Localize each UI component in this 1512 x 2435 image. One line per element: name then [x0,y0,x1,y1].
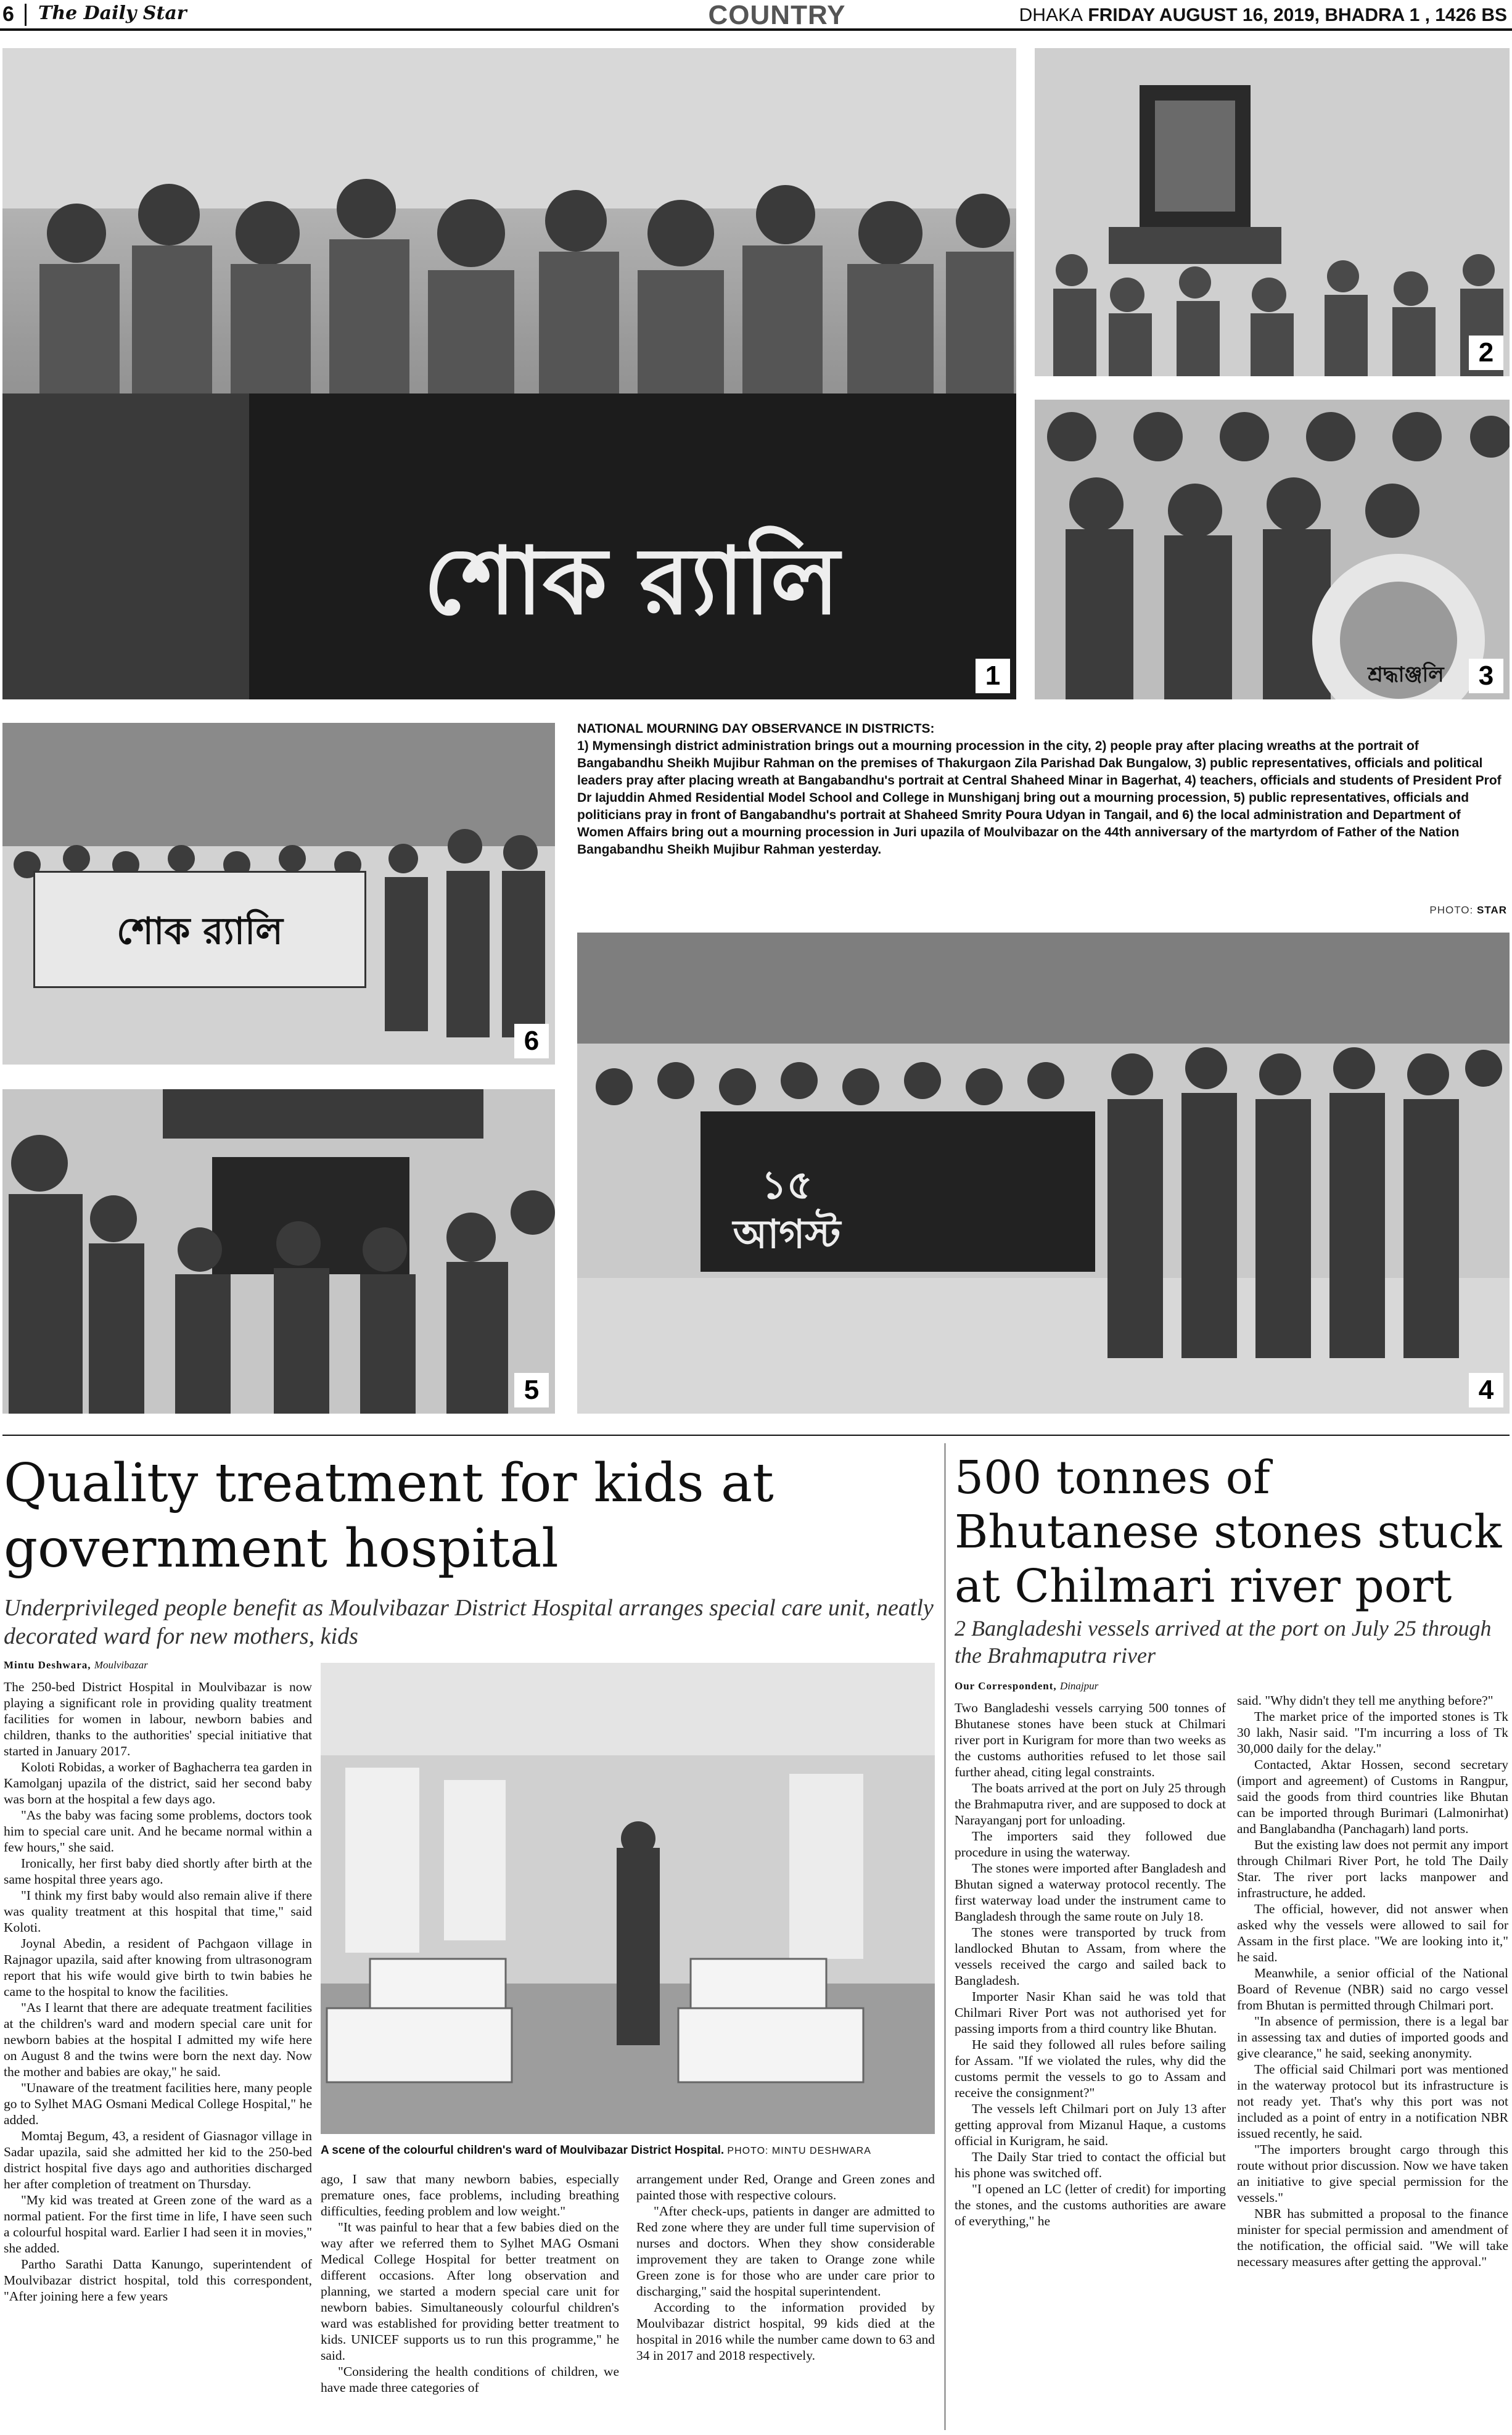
story-1-column-1 [4,1679,312,2304]
story-2-paragraph: The official said Chilmari port was mentioned in the waterway protocol but its infrastructure is not ready yet. That's why this port was not included as a point of entry in a notification NBR issued recently, he said. [1237,2062,1508,2141]
photo-6-banner-text: শোক র‍্যালি [117,910,283,953]
story-1-column-2 [321,2171,619,2396]
page-number: 6 [2,2,14,26]
story-1-paragraph: ago, I saw that many newborn babies, especially premature ones, face problems, including breathing difficulties, feeding problem and low weight." [321,2172,619,2219]
photo-credit [1429,904,1507,917]
story-2-paragraph: NBR has submitted a proposal to the finance minister for special permission and amendment of the notification, the official said. "We will take necessary measures after getting the approval." [1237,2206,1508,2269]
photo-5-scene [2,1089,555,1414]
story-2-paragraph: The importers said they followed due procedure in using the waterway. [955,1829,1226,1860]
story-2-paragraph: The vessels left Chilmari port on July 13 after getting approval from Mizanul Haque, a customs official in Kurigram, he said. [955,2101,1226,2148]
photo-4-banner-text: ১৫ আগস্ট [733,1163,841,1258]
hospital-photo-caption-text: A scene of the colourful children's ward of Moulvibazar District Hospital. [321,2144,725,2157]
story-1-paragraph: "My kid was treated at Green zone of the ward as a normal patient. For the first time in life, I have seen such a colourful hospital ward. Earlier I had seen it in movies," she added. [4,2193,312,2256]
story-2-paragraph: The stones were transported by truck from landlocked Bhutan to Assam, from where the vessels received the cargo and sailed back to Bangladesh. [955,1925,1226,1988]
story-2-column-1 [955,1700,1226,2229]
story-1-headline: Quality treatment for kids at government hospital [4,1452,774,1580]
story-1-paragraph: "Unaware of the treatment facilities here, many people go to Sylhet MAG Osmani Medical College Hospital," he added. [4,2080,312,2127]
story-2-column-2 [1237,1692,1508,2270]
wreath-label: শ্রদ্ধাঞ্জলি [1368,662,1444,687]
photo-caption [577,720,1508,859]
hospital-photo-caption [321,2144,935,2157]
photo-credit-label: PHOTO: [1429,904,1477,916]
photo-1-mymensingh-procession [2,48,1016,699]
story-2-paragraph: "The importers brought cargo through this route without prior discussion. Now we have taken an initiative to give special permission for the vessels." [1237,2142,1508,2205]
story-2-byline-place: Dinajpur [1059,1680,1099,1692]
photo-3-scene [1035,400,1510,699]
photo-6-number: 6 [514,1024,549,1058]
story-1-paragraph: Momtaj Begum, 43, a resident of Giasnagor village in Sadar upazila, said she admitted her kid to the 250-bed district hospital five days ago and authorities discharged her after completion of treatment on Thursday. [4,2128,312,2191]
story-1-paragraph: "Considering the health conditions of children, we have made three categories of [321,2364,619,2395]
photo-caption-text: 1) Mymensingh district administration brings out a mourning procession in the city, 2) people pray after placing wreaths at the portrait of Bangabandhu Sheikh Mujibur Rahman on the premises of Thakurgaon Zila Parishad Dak Bungalow, 3) public representatives, officials and political leaders pray after placing wreath at Bangabandhu's portrait at Central Shaheed Minar in Bagerhat, 4) teachers, officials and students of President Prof Dr Iajuddin Ahmed Residential Model School and College in Munshiganj bring out a mourning procession, 5) public representatives, officials and politicians pray in front of Bangabandhu's portrait at Shaheed Smrity Poura Udyan in Tangail, and 6) the local administration and Department of Women Affairs bring out a mourning procession in Juri upazila of Moulvibazar on the 44th anniversary of the martyrdom of Father of the Nation Bangabandhu Sheikh Mujibur Rahman yesterday. [577,739,1502,857]
story-1-paragraph: "After check-ups, patients in danger are admitted to Red zone where they are under full time supervision of nurses and doctors. When they show considerable improvement they are taken to Orange zone while Green zone is for those who are under care prior to discharging," said the hospital superintendent. [636,2204,935,2299]
photo-1-number: 1 [976,659,1010,693]
photo-3-number: 3 [1469,659,1503,693]
story-2-paragraph: He said they followed all rules before sailing for Assam. "If we violated the rules, why did the customs permit the vessels to go to Assam and receive the consignment?" [955,2037,1226,2100]
photo-caption-title: NATIONAL MOURNING DAY OBSERVANCE IN DISTRICTS: [577,722,935,736]
photo-credit-name: STAR [1476,904,1507,916]
paper-name-logo: The Daily Star [38,2,187,24]
story-2-paragraph: "I opened an LC (letter of credit) for importing the stones, and the customs authorities are aware of everything," he [955,2182,1226,2228]
story-1-byline [4,1659,148,1671]
photo-4-number: 4 [1469,1373,1503,1407]
story-1-paragraph: Partho Sarathi Datta Kanungo, superintendent of Moulvibazar district hospital, told this correspondent, "After joining here a few years [4,2257,312,2304]
dateline-date: FRIDAY AUGUST 16, 2019, BHADRA 1 , 1426 BS [1088,5,1507,25]
photo-5-number: 5 [514,1373,549,1407]
masthead-divider [25,4,27,26]
section-name: COUNTRY [708,0,846,30]
story-2-paragraph: The official, however, did not answer when asked why the vessels were allowed to sail for Assam in the first place. "We are looking into it," he said. [1237,1901,1508,1964]
masthead [0,0,1512,31]
story-2-paragraph: The stones were imported after Bangladesh and Bhutan signed a waterway protocol recently. The first waterway load under the instrument came to Bangladesh through the same route on July 18. [955,1861,1226,1924]
story-1-paragraph: Joynal Abedin, a resident of Pachgaon village in Rajnagor upazila, said after knowing from ultrasonogram report that his wife would give birth to twin babies he came to the hospital to know the facilities. [4,1936,312,1999]
story-2-paragraph: "In absence of permission, there is a legal bar in assessing tax and duties of imported goods and give clearance," he said, seeking anonymity. [1237,2014,1508,2061]
story-2-byline [955,1680,1098,1692]
story-1-byline-place: Moulvibazar [94,1659,148,1671]
story-2-paragraph: The boats arrived at the port on July 25 through the Brahmaputra river, and are supposed to dock at Narayanganj port for unloading. [955,1781,1226,1827]
story-1-paragraph: Ironically, her first baby died shortly after birth at the same hospital three years ago. [4,1856,312,1887]
story-1-column-3 [636,2171,935,2363]
story-2-paragraph: But the existing law does not permit any import through Chilmari River Port, he told The Daily Star. The river port lacks manpower and infrastructure, he added. [1237,1837,1508,1900]
hospital-ward-photo [321,1663,935,2134]
story-2-paragraph: Two Bangladeshi vessels carrying 500 tonnes of Bhutanese stones have been stuck at Chilmari river port in Kurigram for more than two weeks as the customs authorities refused to let those sail further ahead, citing legal constraints. [955,1700,1226,1779]
section-rule [2,1435,1510,1436]
story-2-byline-name: Our Correspondent, [955,1680,1057,1692]
photo-2-number: 2 [1469,336,1503,370]
photo-2-thakurgaon-portrait [1035,48,1510,376]
story-2-paragraph: Contacted, Aktar Hossen, second secretary (import and agreement) of Customs in Rangpur, said the goods from third countries like Bhutan can be imported through Burimari (Lalmonirhat) and Banglabandha (Panchagarh) land ports. [1237,1757,1508,1836]
story-1-paragraph: "As I learnt that there are adequate treatment facilities at the children's ward and modern special care unit for newborn babies at the hospital I admitted my wife here on August 8 and the twins were born the next day. Now the mother and babies are okay," he said. [4,2000,312,2079]
story-2-headline: 500 tonnes of Bhutanese stones stuck at Chilmari river port [955,1451,1502,1613]
issue-date [1019,5,1507,26]
story-1-paragraph: Koloti Robidas, a worker of Baghacherra tea garden in Kamolganj upazila of the district, said her second baby was born at the hospital a few days ago. [4,1760,312,1807]
story-1-paragraph: The 250-bed District Hospital in Moulvibazar is now playing a significant role in providing quality treatment facilities for women in labour, newborn babies and children, thanks to the authorities' special initiative that started in January 2017. [4,1679,312,1758]
photo-1-banner-text: শোক র‍্যালি [423,528,840,635]
story-1-paragraph: According to the information provided by Moulvibazar district hospital, 99 kids died at the hospital in 2016 while the number came down to 63 and 34 in 2017 and 2018 respectively. [636,2300,935,2363]
photo-5-tangail-prayer [2,1089,555,1414]
story-2-paragraph: The market price of the imported stones is Tk 30 lakh, Nasir said. "I'm incurring a loss of Tk 30,000 daily for the delay." [1237,1709,1508,1756]
hospital-ward-scene [321,1663,935,2134]
story-1-paragraph: "I think my first baby would also remain alive if there was quality treatment at this hospital that time," said Koloti. [4,1888,312,1935]
story-1-paragraph: "As the baby was facing some problems, doctors took him to special care unit. And he became normal within a few hours," she said. [4,1808,312,1855]
story-1-paragraph: arrangement under Red, Orange and Green zones and painted those with respective colours. [636,2172,935,2202]
story-2-paragraph: said. "Why didn't they tell me anything before?" [1237,1693,1494,1708]
banner-portrait [2,393,249,699]
dateline-city: DHAKA [1019,5,1083,25]
story-2-paragraph: The Daily Star tried to contact the official but his phone was switched off. [955,2149,1226,2180]
photo-6-juri-procession [2,723,555,1065]
story-1-byline-name: Mintu Deshwara, [4,1659,91,1671]
photo-4-munshiganj-procession [577,933,1510,1414]
hospital-photo-credit: PHOTO: MINTU DESHWARA [727,2146,871,2156]
photo-1-banner [2,393,1016,699]
photo-6-banner [33,871,366,988]
story-1-deck: Underprivileged people benefit as Moulvibazar District Hospital arranges special care unit, neatly decorated ward for new mothers, kids [4,1595,934,1649]
story-1-paragraph: "It was painful to hear that a few babies died on the way after we referred them to Sylhet MAG Osmani Medical College Hospital for better treatment on different occasions. After long observation and planning, we started a modern special care unit for newborn babies. Simultaneously colourful children's ward was established for providing better treatment to kids. UNICEF supports us to run this programme," he said. [321,2220,619,2363]
story-2-deck: 2 Bangladeshi vessels arrived at the port on July 25 through the Brahmaputra river [955,1616,1492,1668]
photo-3-bagerhat-wreath [1035,400,1510,699]
story-2-paragraph: Importer Nasir Khan said he was told that Chilmari River Port was not authorised yet for passing imports from a third country like Bhutan. [955,1989,1226,2036]
photo-4-banner [701,1111,1095,1272]
story-2-paragraph: Meanwhile, a senior official of the National Board of Revenue (NBR) said no cargo vessel from Bhutan is permitted through Chilmari port. [1237,1966,1508,2013]
photo-2-scene [1035,48,1510,376]
